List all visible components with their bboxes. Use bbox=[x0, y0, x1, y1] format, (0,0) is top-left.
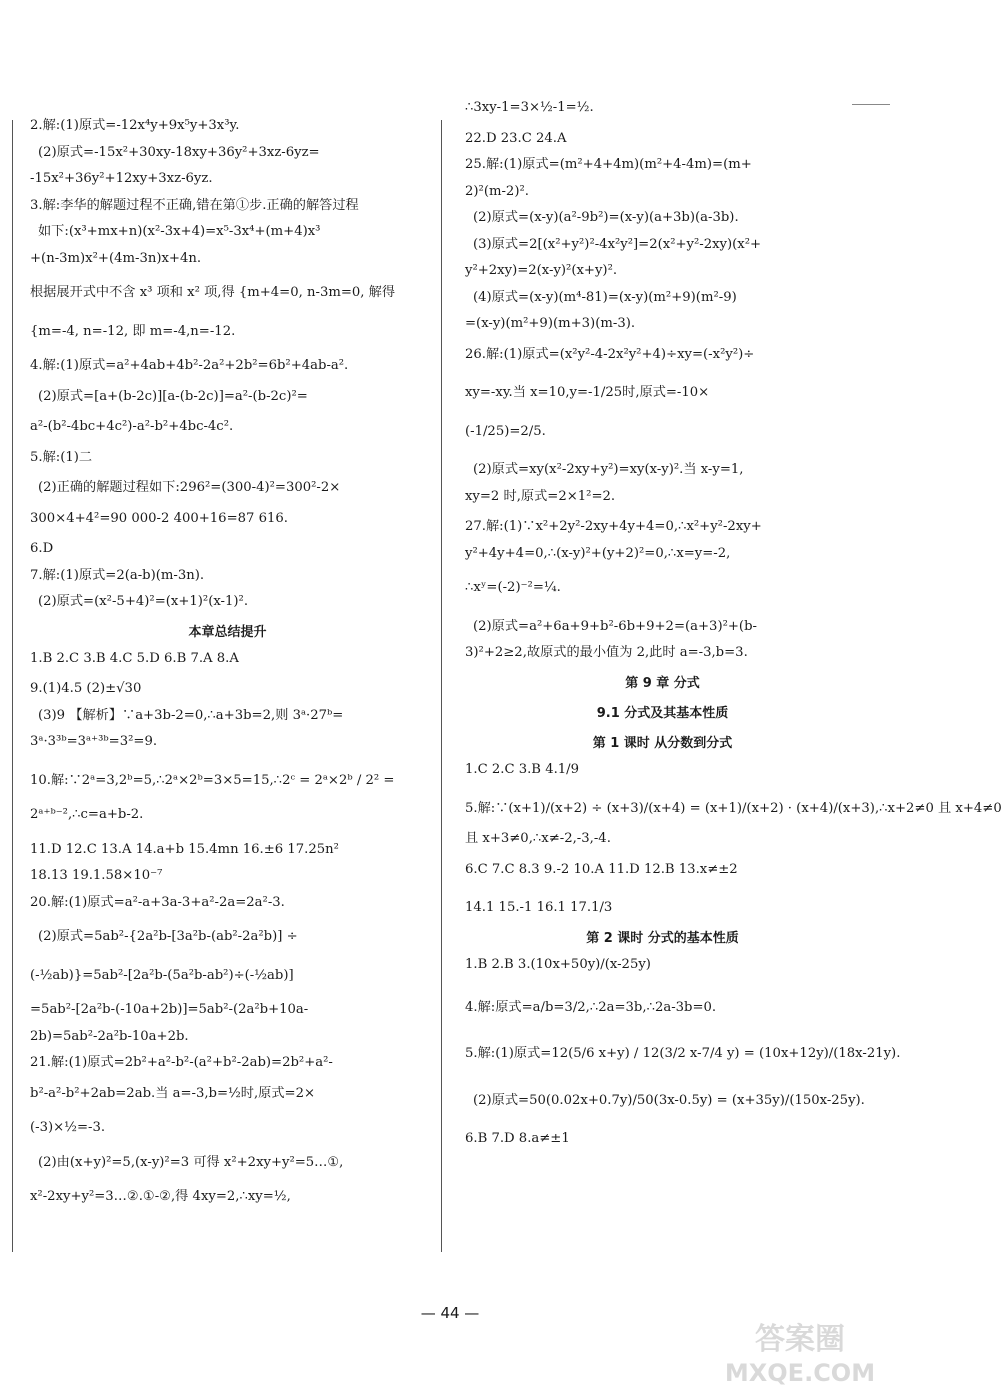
answer-line: 300×4+4²=90 000-2 400+16=87 616. bbox=[30, 510, 288, 526]
answer-line: 2)²(m-2)². bbox=[465, 183, 529, 199]
answer-line: x²-2xy+y²=3…②.①-②,得 4xy=2,∴xy=½, bbox=[30, 1189, 291, 1205]
answer-line: 14.1 15.-1 16.1 17.1/3 bbox=[465, 900, 613, 916]
answer-line: (4)原式=(x-y)(m⁴-81)=(x-y)(m²+9)(m²-9) bbox=[473, 289, 737, 305]
section-heading: 第 9 章 分式 bbox=[625, 675, 700, 691]
answer-line: =5ab²-[2a²b-(-10a+2b)]=5ab²-(2a²b+10a- bbox=[30, 1002, 309, 1018]
answer-line: 1.B 2.B 3.(10x+50y)/(x-25y) bbox=[465, 957, 651, 972]
answer-line: (-3)×½=-3. bbox=[30, 1120, 106, 1136]
answer-line: 5.解:(1)二 bbox=[30, 449, 93, 465]
answer-line: (2)原式=[a+(b-2c)][a-(b-2c)]=a²-(b-2c)²= bbox=[38, 388, 308, 404]
section-heading: 第 2 课时 分式的基本性质 bbox=[586, 930, 739, 946]
answer-line: 21.解:(1)原式=2b²+a²-b²-(a²+b²-2ab)=2b²+a²- bbox=[30, 1055, 333, 1071]
answer-line: y²+4y+4=0,∴(x-y)²+(y+2)²=0,∴x=y=-2, bbox=[465, 545, 731, 561]
answer-line: 26.解:(1)原式=(x²y²-4-2x²y²+4)÷xy=(-x²y²)÷ bbox=[465, 346, 755, 362]
answer-line: 3)²+2≥2,故原式的最小值为 2,此时 a=-3,b=3. bbox=[465, 645, 748, 660]
answer-line: ∴3xy-1=3×½-1=½. bbox=[465, 100, 594, 115]
answer-line: 9.(1)4.5 (2)±√30 bbox=[30, 681, 142, 697]
answer-line: (2)原式=50(0.02x+0.7y)/50(3x-0.5y) = (x+35y)/(150x-25y). bbox=[473, 1092, 865, 1108]
answer-line: 3.解:李华的解题过程不正确,错在第①步.正确的解答过程 bbox=[30, 197, 359, 213]
answer-line: 10.解:∵2ᵃ=3,2ᵇ=5,∴2ᵃ×2ᵇ=3×5=15,∴2ᶜ = 2ᵃ×2ᵇ / 2² = bbox=[30, 772, 395, 788]
answer-line: (2)原式=a²+6a+9+b²-6b+9+2=(a+3)²+(b- bbox=[473, 618, 757, 634]
answer-line: 5.解:∵(x+1)/(x+2) ÷ (x+3)/(x+4) = (x+1)/(x+2) · (x+4)/(x+3),∴x+2≠0 且 x+4≠0 bbox=[465, 800, 1002, 816]
answer-line: (3)原式=2[(x²+y²)²-4x²y²]=2(x²+y²-2xy)(x²+ bbox=[473, 236, 762, 252]
answer-line: (-1/25)=2/5. bbox=[465, 423, 546, 439]
answer-line: -15x²+36y²+12xy+3xz-6yz. bbox=[30, 171, 213, 186]
answer-line: 4.解:原式=a/b=3/2,∴2a=3b,∴2a-3b=0. bbox=[465, 999, 717, 1015]
answer-line: (2)原式=xy(x²-2xy+y²)=xy(x-y)².当 x-y=1, bbox=[473, 462, 744, 477]
answer-line: 5.解:(1)原式=12(5/6 x+y) / 12(3/2 x-7/4 y) = (10x+12y)/(18x-21y). bbox=[465, 1046, 901, 1061]
answer-line: 7.解:(1)原式=2(a-b)(m-3n). bbox=[30, 567, 205, 583]
section-heading: 9.1 分式及其基本性质 bbox=[596, 705, 729, 721]
svg-text:答案圈: 答案圈 bbox=[755, 1322, 845, 1357]
answer-line: a²-(b²-4bc+4c²)-a²-b²+4bc-4c². bbox=[30, 419, 234, 434]
answer-line: 6.C 7.C 8.3 9.-2 10.A 11.D 12.B 13.x≠±2 bbox=[465, 861, 738, 877]
answer-line: xy=2 时,原式=2×1²=2. bbox=[465, 488, 616, 504]
page-number: — 44 — bbox=[420, 1304, 480, 1322]
answer-line: +(n-3m)x²+(4m-3n)x+4n. bbox=[30, 250, 202, 266]
answer-line: 27.解:(1)∵x²+2y²-2xy+4y+4=0,∴x²+y²-2xy+ bbox=[465, 519, 762, 534]
answer-line: 2b)=5ab²-2a²b-10a+2b. bbox=[30, 1028, 189, 1044]
left-margin-line bbox=[12, 120, 13, 1252]
section-heading: 第 1 课时 从分数到分式 bbox=[592, 736, 733, 751]
answer-line: (2)原式=-15x²+30xy-18xy+36y²+3xz-6yz= bbox=[38, 144, 320, 160]
answer-line: =(x-y)(m²+9)(m+3)(m-3). bbox=[465, 316, 636, 331]
answer-line: 6.B 7.D 8.a≠±1 bbox=[465, 1131, 570, 1146]
answer-line: ∴xʸ=(-2)⁻²=¼. bbox=[465, 580, 561, 595]
watermark-logo bbox=[705, 1315, 895, 1387]
svg-text:MXQE.COM: MXQE.COM bbox=[724, 1359, 876, 1387]
answer-line: 20.解:(1)原式=a²-a+3a-3+a²-2a=2a²-3. bbox=[30, 894, 285, 910]
answer-line: 如下:(x³+mx+n)(x²-3x+4)=x⁵-3x⁴+(m+4)x³ bbox=[38, 224, 321, 239]
answer-line: xy=-xy.当 x=10,y=-1/25时,原式=-10× bbox=[465, 385, 710, 400]
answer-line: 25.解:(1)原式=(m²+4+4m)(m²+4-4m)=(m+ bbox=[465, 157, 752, 172]
answer-line: (2)原式=(x²-5+4)²=(x+1)²(x-1)². bbox=[38, 594, 249, 609]
column-divider bbox=[441, 120, 442, 1252]
answer-line: (2)原式=5ab²-{2a²b-[3a²b-(ab²-2a²b)] ÷ bbox=[38, 929, 298, 945]
answer-line: {m=-4, n=-12, 即 m=-4,n=-12. bbox=[30, 323, 236, 339]
answer-line: 22.D 23.C 24.A bbox=[465, 130, 567, 146]
answer-line: 6.D bbox=[30, 541, 54, 556]
answer-line: (-½ab)}=5ab²-[2a²b-(5a²b-ab²)÷(-½ab)] bbox=[30, 967, 294, 983]
answer-line: 18.13 19.1.58×10⁻⁷ bbox=[30, 868, 163, 884]
answer-line: 根据展开式中不含 x³ 项和 x² 项,得 {m+4=0, n-3m=0, 解得 bbox=[30, 285, 396, 300]
answer-line: b²-a²-b²+2ab=2ab.当 a=-3,b=½时,原式=2× bbox=[30, 1085, 316, 1101]
answer-line: y²+2xy)=2(x-y)²(x+y)². bbox=[465, 263, 618, 278]
answer-line: 1.C 2.C 3.B 4.1/9 bbox=[465, 762, 579, 778]
answer-line: 3ᵃ·3³ᵇ=3ᵃ⁺³ᵇ=3²=9. bbox=[30, 734, 158, 750]
answer-line: (2)由(x+y)²=5,(x-y)²=3 可得 x²+2xy+y²=5…①, bbox=[38, 1154, 344, 1170]
answer-line: 4.解:(1)原式=a²+4ab+4b²-2a²+2b²=6b²+4ab-a². bbox=[30, 358, 349, 373]
left-column bbox=[30, 118, 425, 1206]
answer-line: (2)正确的解题过程如下:296²=(300-4)²=300²-2× bbox=[38, 480, 341, 495]
section-heading: 本章总结提升 bbox=[188, 624, 267, 640]
answer-line: (2)原式=(x-y)(a²-9b²)=(x-y)(a+3b)(a-3b). bbox=[473, 210, 739, 225]
answer-line: 11.D 12.C 13.A 14.a+b 15.4mn 16.±6 17.25n² bbox=[30, 841, 339, 857]
answer-line: 2.解:(1)原式=-12x⁴y+9x⁵y+3x³y. bbox=[30, 118, 240, 133]
answer-line: 且 x+3≠0,∴x≠-2,-3,-4. bbox=[465, 831, 611, 847]
answer-line: 2ᵃ⁺ᵇ⁻²,∴c=a+b-2. bbox=[30, 807, 144, 823]
right-column bbox=[465, 100, 1002, 1148]
answer-line: (3)9 【解析】∵a+3b-2=0,∴a+3b=2,则 3ᵃ·27ᵇ= bbox=[38, 707, 344, 723]
answer-line: 1.B 2.C 3.B 4.C 5.D 6.B 7.A 8.A bbox=[30, 650, 239, 666]
